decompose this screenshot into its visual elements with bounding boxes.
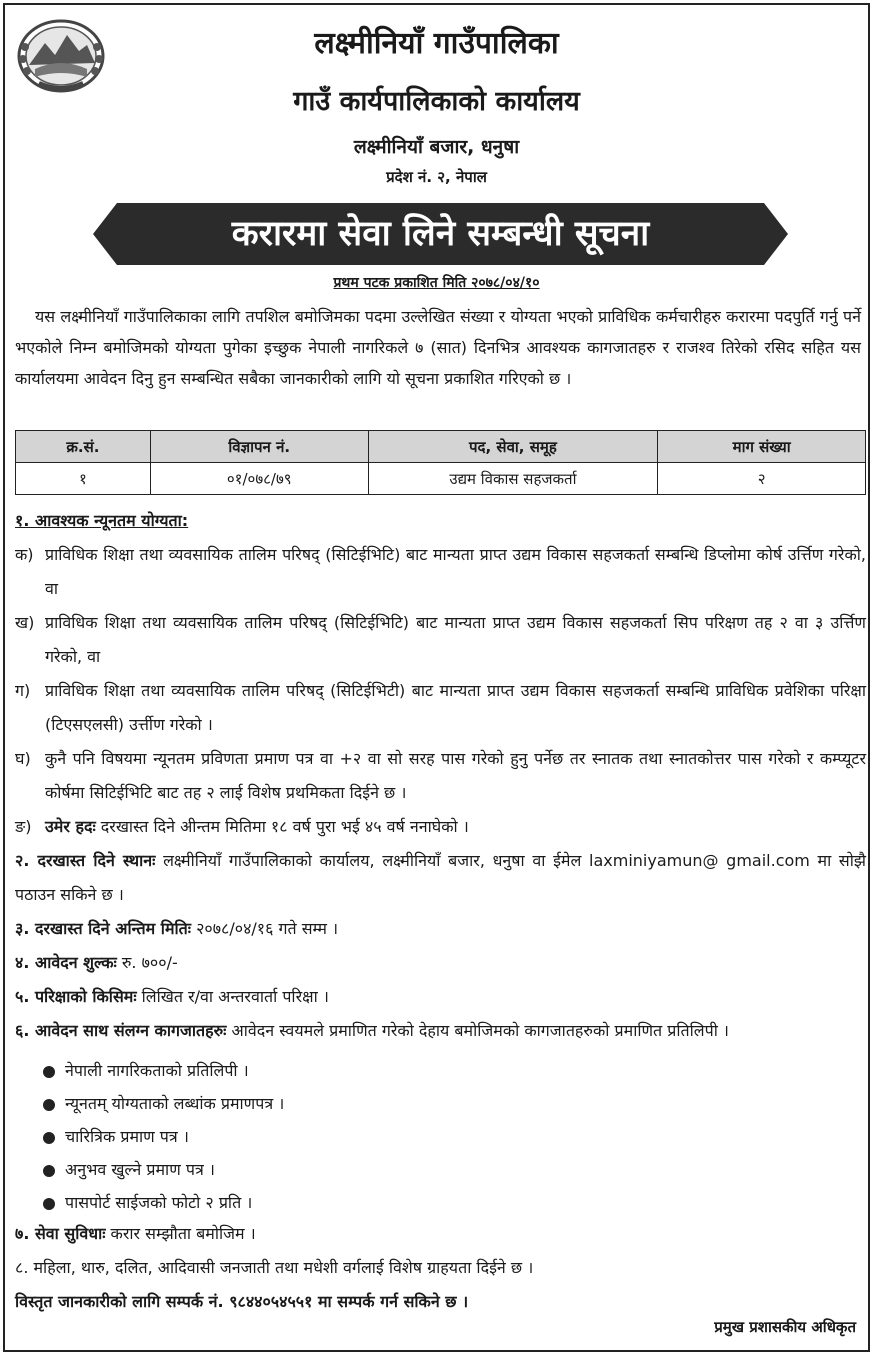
qualifications-section <box>15 504 866 1048</box>
notice-page <box>3 3 870 1352</box>
vacancy-table <box>15 430 866 495</box>
closing-section <box>15 1217 866 1319</box>
priority-note: ८. महिला, थारु, दलित, आदिवासी जनजाती तथा मधेशी वर्गलाई विशेष ग्राहयता दिईने छ । <box>15 1258 534 1277</box>
notice-title-banner <box>93 203 788 265</box>
list-item: नेपाली नागरिकताको प्रतिलिपी । <box>43 1059 249 1081</box>
required-documents: ६. आवेदन साथ संलग्न कागजातहरुः आवेदन स्वयमले प्रमाणित गरेको देहाय बमोजिमको कागजातहरुको प्रमाणित प्रतिलिपी । <box>15 1021 729 1040</box>
table-row <box>16 463 866 495</box>
service-facilities: ७. सेवा सुविधाः करार सम्झौता बमोजिम । <box>15 1224 256 1243</box>
published-date: प्रथम पटक प्रकाशित मिति २०७८/०४/१० <box>333 275 540 291</box>
intro-paragraph: यस लक्ष्मीनियाँ गाउँपालिकाका लागि तपशिल बमोजिमका पदमा उल्लेखित संख्या र योग्यता भएको प्राविधिक कर्मचारीहरु करारमा पदपुर्ति गर्नु पर्ने भएकोले निम्न बमोजिमको योग्यता पुगेका इच्छुक नेपाली नागरिकले ७ (सात) दिनभित्र आवश्यक कागजातहरु र राजश्व तिरेको रसिद सहित यस कार्यालयमा आवेदन दिनु हुन सम्बन्धित सबैका जानकारीको लागि यो सूचना प्रकाशित गरिएको छ । <box>15 307 861 388</box>
notice-title: करारमा सेवा लिने सम्बन्धी सूचना <box>231 214 650 254</box>
table-header-row <box>16 431 866 463</box>
qualification-item: ग) प्राविधिक शिक्षा तथा व्यवसायिक तालिम परिषद् (सिटिईभिटी) बाट मान्यता प्राप्त उद्यम विकास सहजकर्ता सम्बन्धि प्राविधिक प्रवेशिका परिक्षा (टिएसएलसी) उर्त्तीण गरेको । <box>15 681 866 734</box>
list-item: चारित्रिक प्रमाण पत्र । <box>43 1125 189 1147</box>
col-quantity: माग संख्या <box>658 431 866 463</box>
qualification-item: घ) कुनै पनि विषयमा न्यूनतम प्रविणता प्रमाण पत्र वा +२ वा सो सरह पास गरेको हुनु पर्नेछ तर स्नातक तथा स्नातकोत्तर पास गरेको र कम्प्यूटर कोर्षमा सिटिईभिटि बाट तह २ लाई विशेष प्रथमिकता दिईने छ । <box>15 749 866 802</box>
cell-quantity: २ <box>658 463 866 495</box>
application-place: २. दरखास्त दिने स्थानः लक्ष्मीनियाँ गाउँपालिकाको कार्यालय, लक्ष्मीनियाँ बजार, धनुषा वा ईमेल laxminiyamun@ gmail.com मा सोझै पठाउन सकिने छ । <box>15 851 866 904</box>
deadline: ३. दरखास्त दिने अन्तिम मितिः २०७८/०४/१६ गते सम्म । <box>15 919 339 938</box>
province-line: प्रदेश नं. २, नेपाल <box>386 168 487 186</box>
qualifications-heading: १. आवश्यक न्यूनतम योग्यता: <box>15 511 189 530</box>
contact-line: विस्तृत जानकारीको लागि सम्पर्क नं. ९८४४०५४५५१ मा सम्पर्क गर्न सकिने छ । <box>15 1292 469 1311</box>
cell-post: उद्यम विकास सहजकर्ता <box>368 463 658 495</box>
col-ad-number: विज्ञापन नं. <box>150 431 368 463</box>
exam-type: ५. परिक्षाको किसिमः लिखित र/वा अन्तरवार्ता परिक्षा । <box>15 987 329 1006</box>
qualification-item: क) प्राविधिक शिक्षा तथा व्यवसायिक तालिम परिषद् (सिटिईभिटि) बाट मान्यता प्राप्त उद्यम विकास सहजकर्ता सम्बन्धि डिप्लोमा कोर्ष उर्त्तिण गरेको, वा <box>15 545 866 598</box>
signature-title: प्रमुख प्रशासकीय अधिकृत <box>714 1318 856 1336</box>
col-post: पद, सेवा, समूह <box>368 431 658 463</box>
cell-ad-number: ०१/०७८/७९ <box>150 463 368 495</box>
municipality-name: लक्ष्मीनियाँ गाउँपालिका <box>314 26 559 61</box>
age-limit: ङ) उमेर हदः दरखास्त दिने अीन्तम मितिमा १८ वर्ष पुरा भई ४५ वर्ष ननाघेको । <box>15 817 469 836</box>
office-name: गाउँ कार्यपालिकाको कार्यालय <box>293 86 580 117</box>
cell-serial: १ <box>16 463 151 495</box>
list-item: न्यूनतम् योग्यताको लब्धांक प्रमाणपत्र । <box>43 1092 284 1114</box>
qualification-item: ख) प्राविधिक शिक्षा तथा व्यवसायिक तालिम परिषद् (सिटिईभिटि) बाट मान्यता प्राप्त उद्यम विकास सहजकर्ता सिप परिक्षण तह २ वा ३ उर्त्तिण गरेको, वा <box>15 613 866 666</box>
office-address: लक्ष्मीनियाँ बजार, धनुषा <box>353 136 520 158</box>
col-serial: क्र.सं. <box>16 431 151 463</box>
list-item: अनुभव खुल्ने प्रमाण पत्र । <box>43 1158 215 1180</box>
list-item: पासपोर्ट साईजको फोटो २ प्रति । <box>43 1191 252 1213</box>
application-fee: ४. आवेदन शुल्कः रु. ७००/- <box>15 953 178 972</box>
